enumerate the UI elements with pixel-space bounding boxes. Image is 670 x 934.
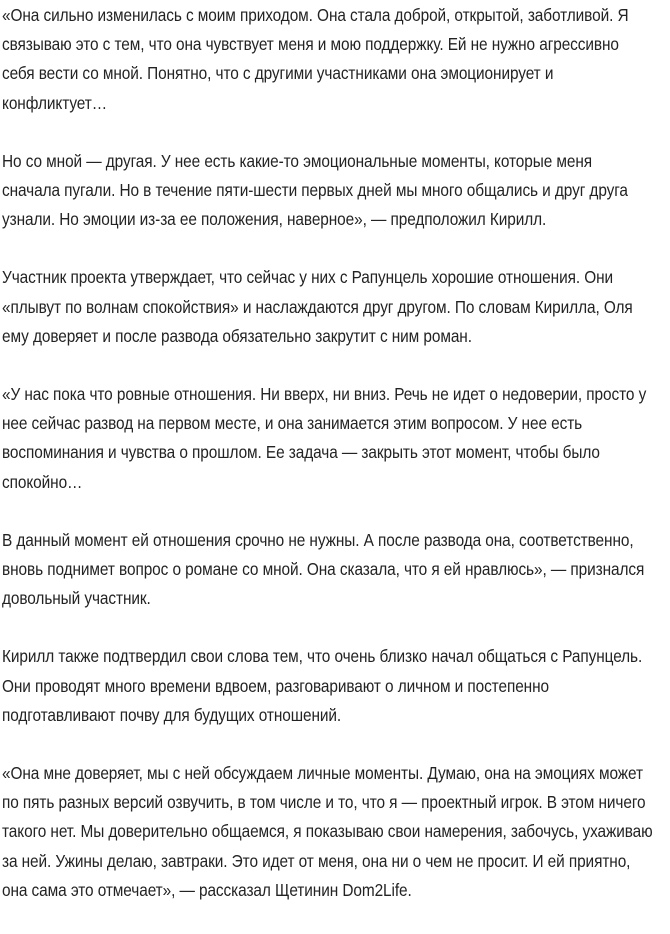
article-paragraph-3: Участник проекта утверждает, что сейчас у них с Рапунцель хорошие отношения. Они «плывут по волнам спокойствия» и наслаждаются друг другом. По словам Кирилла, Оля ему доверяет и после развода обязательно закрутит с ним роман. bbox=[2, 267, 633, 346]
article-paragraph-6: Кирилл также подтвердил свои слова тем, что очень близко начал общаться с Рапунцель. Они проводят много времени вдвоем, разговаривают о личном и постепенно подготавливают почву для будущих отношений. bbox=[2, 646, 643, 725]
article-paragraph-7: «Она мне доверяет, мы с ней обсуждаем личные моменты. Думаю, она на эмоциях может по пять разных версий озвучить, в том числе и то, что я — проектный игрок. В этом ничего такого нет. Мы доверительно общаемся, я показываю свои намерения, забочусь, ухаживаю за ней. Ужины делаю, завтраки. Это идет от меня, она ни о чем не просит. И ей приятно, она сама это отмечает», — рассказал Щетинин Dom2Life. bbox=[2, 763, 653, 900]
article-paragraph-4: «У нас пока что ровные отношения. Ни вверх, ни вниз. Речь не идет о недоверии, просто у нее сейчас развод на первом месте, и она занимается этим вопросом. У нее есть воспоминания и чувства о прошлом. Ее задача — закрыть этот момент, чтобы было спокойно… bbox=[2, 384, 647, 492]
article-paragraph-2: Но со мной — другая. У нее есть какие-то эмоциональные моменты, которые меня сначала пугали. Но в течение пяти-шести первых дней мы много общались и друг друга узнали. Но эмоции из-за ее положения, наверное», — предположил Кирилл. bbox=[2, 150, 628, 230]
article-paragraph-1: «Она сильно изменилась с моим приходом. Она стала доброй, открытой, заботливой. Я связываю это с тем, что она чувствует меня и мою поддержку. Ей не нужно агрессивно себя вести со мной. Понятно, что с другими участниками она эмоционирует и конфликтует… bbox=[2, 5, 629, 113]
article-paragraph-5: В данный момент ей отношения срочно не нужны. А после развода она, соответственно, вновь поднимет вопрос о романе со мной. Она сказала, что я ей нравлюсь», — признался довольный участник. bbox=[2, 529, 645, 609]
article-body bbox=[2, 1, 653, 934]
